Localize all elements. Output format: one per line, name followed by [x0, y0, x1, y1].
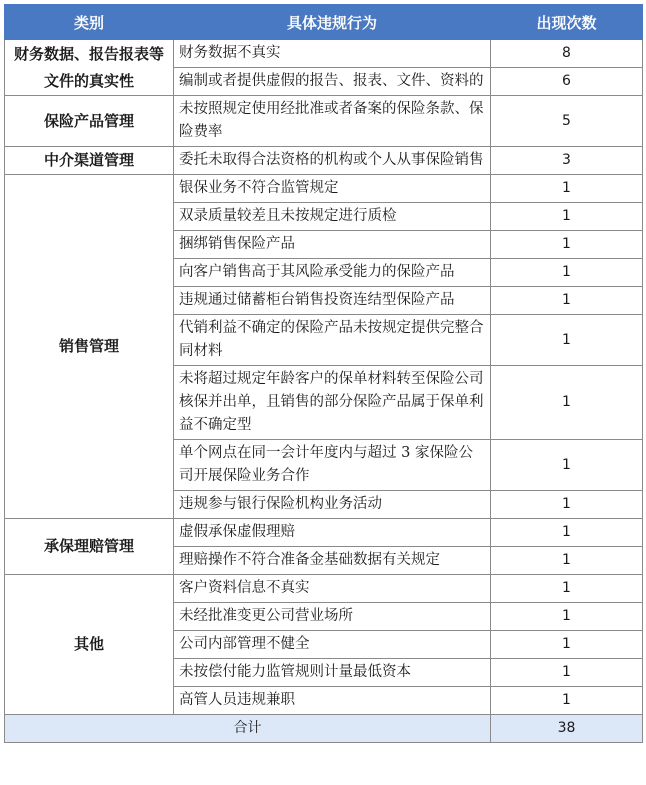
count-cell: 1 [491, 547, 643, 575]
table-row [5, 96, 643, 147]
header-category: 类别 [5, 5, 174, 40]
count-cell: 1 [491, 366, 643, 440]
count-cell: 1 [491, 287, 643, 315]
count-cell: 8 [491, 40, 643, 68]
table-row [5, 519, 643, 547]
behavior-cell: 未经批准变更公司营业场所 [174, 603, 491, 631]
count-cell: 1 [491, 440, 643, 491]
behavior-cell: 向客户销售高于其风险承受能力的保险产品 [174, 259, 491, 287]
category-cell: 财务数据、报告报表等文件的真实性 [5, 40, 174, 96]
behavior-cell: 双录质量较差且未按规定进行质检 [174, 203, 491, 231]
total-count: 38 [491, 715, 643, 743]
behavior-cell: 违规参与银行保险机构业务活动 [174, 491, 491, 519]
count-cell: 1 [491, 231, 643, 259]
category-cell: 中介渠道管理 [5, 147, 174, 175]
count-cell: 1 [491, 175, 643, 203]
table-row [5, 40, 643, 68]
behavior-cell: 虚假承保虚假理赔 [174, 519, 491, 547]
category-cell: 保险产品管理 [5, 96, 174, 147]
table-row [5, 575, 643, 603]
count-cell: 1 [491, 659, 643, 687]
table-row [5, 147, 643, 175]
behavior-cell: 客户资料信息不真实 [174, 575, 491, 603]
behavior-cell: 捆绑销售保险产品 [174, 231, 491, 259]
behavior-cell: 公司内部管理不健全 [174, 631, 491, 659]
count-cell: 3 [491, 147, 643, 175]
total-row [5, 715, 643, 743]
count-cell: 5 [491, 96, 643, 147]
behavior-cell: 委托未取得合法资格的机构或个人从事保险销售 [174, 147, 491, 175]
count-cell: 1 [491, 519, 643, 547]
behavior-cell: 未按照规定使用经批准或者备案的保险条款、保险费率 [174, 96, 491, 147]
category-cell: 承保理赔管理 [5, 519, 174, 575]
count-cell: 1 [491, 315, 643, 366]
total-label: 合计 [5, 715, 491, 743]
category-cell: 其他 [5, 575, 174, 715]
count-cell: 1 [491, 631, 643, 659]
behavior-cell: 未按偿付能力监管规则计量最低资本 [174, 659, 491, 687]
behavior-cell: 银保业务不符合监管规定 [174, 175, 491, 203]
table-row [5, 175, 643, 203]
header-behavior: 具体违规行为 [174, 5, 491, 40]
header-row [5, 5, 643, 40]
count-cell: 6 [491, 68, 643, 96]
category-cell: 销售管理 [5, 175, 174, 519]
count-cell: 1 [491, 687, 643, 715]
behavior-cell: 财务数据不真实 [174, 40, 491, 68]
count-cell: 1 [491, 575, 643, 603]
behavior-cell: 编制或者提供虚假的报告、报表、文件、资料的 [174, 68, 491, 96]
header-count: 出现次数 [491, 5, 643, 40]
count-cell: 1 [491, 603, 643, 631]
behavior-cell: 高管人员违规兼职 [174, 687, 491, 715]
behavior-cell: 理赔操作不符合准备金基础数据有关规定 [174, 547, 491, 575]
behavior-cell: 代销利益不确定的保险产品未按规定提供完整合同材料 [174, 315, 491, 366]
count-cell: 1 [491, 491, 643, 519]
count-cell: 1 [491, 203, 643, 231]
behavior-cell: 单个网点在同一会计年度内与超过 3 家保险公司开展保险业务合作 [174, 440, 491, 491]
count-cell: 1 [491, 259, 643, 287]
behavior-cell: 未将超过规定年龄客户的保单材料转至保险公司核保并出单，且销售的部分保险产品属于保单利益不确定型 [174, 366, 491, 440]
behavior-cell: 违规通过储蓄柜台销售投资连结型保险产品 [174, 287, 491, 315]
violations-table [4, 4, 643, 743]
